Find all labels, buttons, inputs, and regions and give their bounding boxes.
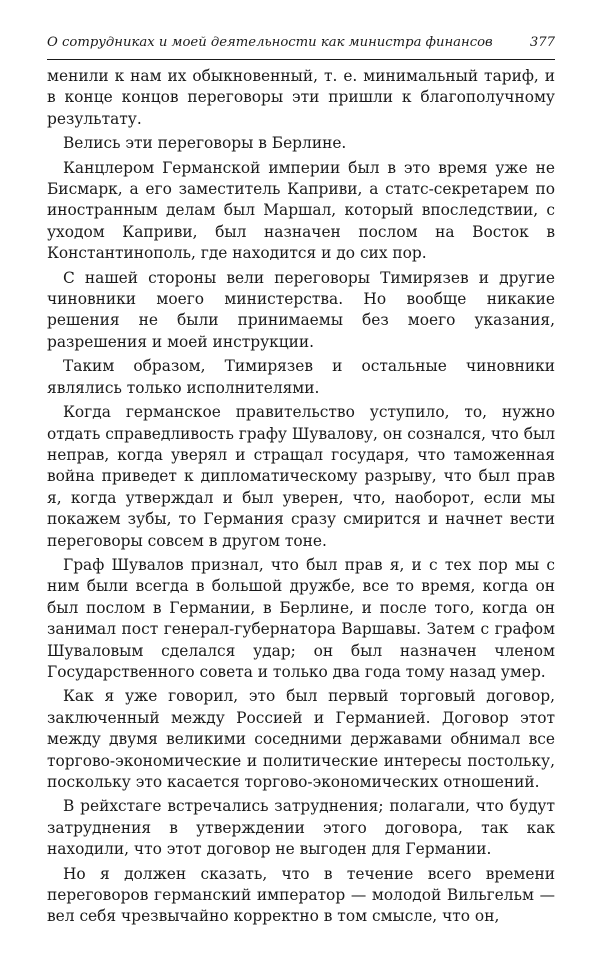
paragraph: Как я уже говорил, это был первый торговый договор, заключенный между Россией и Германией. Договор этот между двумя великими соседними державами обнимал все торгово-экономические и политические интересы постольку, поскольку это касается торгово-экономических отношений. [47, 687, 555, 791]
paragraph: Когда германское правительство уступило, то, нужно отдать справедливость графу Шувалову, он сознался, что был неправ, когда уверял и стращал государя, что таможенная война приведет к дипломатическому разрыву, что был прав я, когда утверждал и был уверен, что, наоборот, если мы покажем зубы, то Германия сразу смирится и начнет вести переговоры совсем в другом тоне. [47, 403, 555, 550]
running-header [47, 34, 555, 60]
paragraph: В рейхстаге встречались затруднения; полагали, что будут затруднения в утверждении этого договора, так как находили, что этот договор не выгоден для Германии. [47, 797, 555, 859]
body-text [47, 66, 555, 928]
paragraph: Но я должен сказать, что в течение всего времени переговоров германский император — молодой Вильгельм — вел себя чрезвычайно корректно в том смысле, что он, [47, 864, 555, 926]
paragraph: менили к нам их обыкновенный, т. е. минимальный тариф, и в конце концов переговоры эти пришли к благополучному результату. [47, 67, 555, 128]
paragraph: Велись эти переговоры в Берлине. [63, 134, 347, 153]
paragraph: Граф Шувалов признал, что был прав я, и с тех пор мы с ним были всегда в большой дружбе, все то время, когда он был послом в Германии, в Берлине, и после того, когда он занимал пост генерал-губернатора Варшавы. Затем с графом Шуваловым сделался удар; он был назначен членом Государственного совета и только два года тому назад умер. [47, 555, 555, 681]
page-number: 377 [529, 35, 555, 50]
paragraph: Таким образом, Тимирязев и остальные чиновники являлись только исполнителями. [47, 357, 555, 397]
book-page [47, 34, 555, 931]
paragraph: С нашей стороны вели переговоры Тимирязев и другие чиновники моего министерства. Но вообще никакие решения не были принимаемы без моего указания, разрешения и моей инструкции. [47, 268, 555, 351]
paragraph: Канцлером Германской империи был в это время уже не Бисмарк, а его заместитель Каприви, а статс-секретарем по иностранным делам был Маршал, который впоследствии, с уходом Каприви, был назначен послом на Восток в Константинополь, где находится и до сих пор. [47, 158, 555, 263]
running-title: О сотрудниках и моей деятельности как министра финансов [47, 35, 493, 50]
